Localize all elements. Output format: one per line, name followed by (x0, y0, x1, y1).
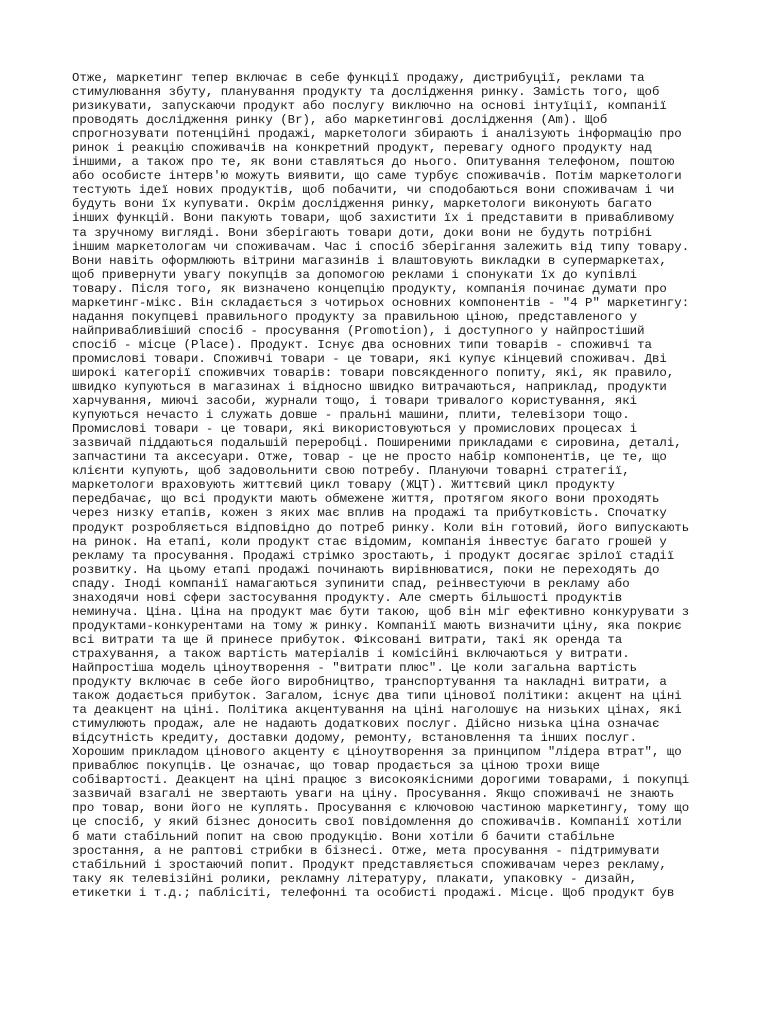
body-text (72, 71, 702, 900)
text-line: іншим маркетологам чи споживачам. Час і спосіб зберігання залежить від типу товару. (72, 239, 690, 254)
text-line: етикетки і т.д.; паблісіті, телефонні та особисті продажі. Місце. Щоб продукт був (72, 885, 675, 900)
text-line: неминуча. Ціна. Ціна на продукт має бути такою, щоб він міг ефективно конкурувати з (72, 604, 690, 619)
text-line: спрогнозувати потенційні продажі, маркетологи збирають і аналізують інформацію про (72, 127, 682, 142)
text-line: знаходячи нові сфери застосування продукту. Але смерть більшості продуктів (72, 590, 623, 605)
text-line: товару. Після того, як визначено концепцію продукту, компанія починає думати про (72, 281, 667, 296)
text-line: клієнти купують, щоб задовольнити свою потребу. Плануючи товарні стратегії, (72, 464, 630, 479)
text-line: щоб привернути увагу покупців за допомогою реклами і спонукати їх до купівлі (72, 267, 638, 282)
text-line: будуть вони їх купувати. Окрім дослідження ринку, маркетологи виконують багато (72, 197, 652, 212)
text-line: також додається прибуток. Загалом, існує два типи цінової політики: акцент на ціні (72, 689, 682, 704)
text-line: стимулюють продаж, але не надають додаткових послуг. Дійсно низька ціна означає (72, 717, 660, 732)
text-line: б мати стабільний попит на свою продукцію. Вони хотіли б бачити стабільне (72, 829, 615, 844)
text-line: інших функцій. Вони пакують товари, щоб захистити їх і представити в привабливому (72, 211, 675, 226)
text-line: зазвичай піддаються подальшій переробці. Поширеними прикладами є сировина, деталі, (72, 436, 682, 451)
text-line: Вони навіть оформлюють вітрини магазинів і влаштовують викладки в супермаркетах, (72, 253, 667, 268)
text-line: маркетологи враховують життєвий цикл товару (ЖЦТ). Життєвий цикл продукту (72, 478, 615, 493)
text-line: собівартості. Деакцент на ціні працює з високоякісними дорогими товарами, і покупці (72, 773, 690, 788)
text-line: розвитку. На цьому етапі продажі починають вирівнюватися, поки не переходять до (72, 562, 660, 577)
text-line: промислові товари. Споживчі товари - це товари, які купує кінцевий споживач. Дві (72, 351, 667, 366)
text-line: рекламу та просування. Продажі стрімко зростають, і продукт досягає зрілої стадії (72, 548, 675, 563)
text-line: спосіб - місце (Place). Продукт. Існує два основних типи товарів - споживчі та (72, 337, 652, 352)
text-line: через низку етапів, кожен з яких має вплив на продажі та прибутковість. Спочатку (72, 506, 667, 521)
text-line: та зручному вигляді. Вони зберігають товари доти, доки вони не будуть потрібні (72, 225, 652, 240)
text-line: продуктами-конкурентами на тому ж ринку. Компанії мають визначити ціну, яка покриє (72, 618, 682, 633)
text-line: зростання, а не раптові стрибки в бізнесі. Отже, мета просування - підтримувати (72, 843, 660, 858)
text-line: Найпростіша модель ціноутворення - "витрати плюс". Це коли загальна вартість (72, 660, 638, 675)
text-line: надання покупцеві правильного продукту за правильною ціною, представленого у (72, 309, 638, 324)
text-line: стабільний і зростаючий попит. Продукт представляється споживачам через рекламу, (72, 857, 667, 872)
text-line: Промислові товари - це товари, які використовуються у промислових процесах і (72, 422, 638, 437)
text-line: запчастини та аксесуари. Отже, товар - це не просто набір компонентів, це те, що (72, 450, 667, 465)
text-line: страхування, а також вартість матеріалів і комісійні включаються у витрати. (72, 646, 630, 661)
text-line: таку як телевізійні ролики, рекламну літературу, плакати, упаковку - дизайн, (72, 871, 638, 886)
text-line: харчування, миючі засоби, журнали тощо, і товари тривалого користування, які (72, 394, 638, 409)
text-line: купуються нечасто і служать довше - пральні машини, плити, телевізори тощо. (72, 408, 630, 423)
text-line: на ринок. На етапі, коли продукт стає відомим, компанія інвестує багато грошей у (72, 534, 667, 549)
text-line: про товар, вони його не куплять. Просування є ключовою частиною маркетингу, тому що (72, 801, 690, 816)
text-line: це спосіб, у який бізнес доносить свої повідомлення до споживачів. Компанії хотіли (72, 815, 682, 830)
text-line: іншими, а також про те, як вони ставляться до нього. Опитування телефоном, поштою (72, 155, 675, 170)
text-line: спаду. Іноді компанії намагаються зупинити спад, реінвестуючи в рекламу або (72, 576, 630, 591)
text-line: Отже, маркетинг тепер включає в себе функції продажу, дистрибуції, реклами та (72, 71, 645, 85)
text-line: широкі категорії споживчих товарів: товари повсякденного попиту, які, як правило, (72, 365, 675, 380)
text-line: найпривабливіший спосіб - просування (Promotion), і доступного у найпростіший (72, 323, 645, 338)
text-line: зазвичай взагалі не звертають уваги на ціну. Просування. Якщо споживачі не знають (72, 787, 675, 802)
text-line: проводять дослідження ринку (Br), або маркетингові дослідження (Am). Щоб (72, 113, 608, 128)
text-line: передбачає, що всі продукти мають обмежене життя, протягом якого вони проходять (72, 492, 660, 507)
text-line: приваблює покупців. Це означає, що товар продається за ціною трохи вище (72, 759, 600, 774)
text-line: ринок і реакцію споживачів на конкретний продукт, перевагу одного продукту над (72, 141, 652, 156)
text-line: відсутність кредиту, доставки додому, ремонту, встановлення та інших послуг. (72, 731, 638, 746)
text-line: та деакцент на ціні. Політика акцентування на ціні наголошує на низьких цінах, які (72, 703, 682, 718)
text-line: швидко купуються в магазинах і відносно швидко витрачаються, наприклад, продукти (72, 380, 667, 395)
text-line: або особисте інтерв'ю можуть виявити, що саме турбує споживачів. Потім маркетологи (72, 169, 682, 184)
text-line: ризикувати, запускаючи продукт або послугу виключно на основі інтуїції, компанії (72, 99, 667, 114)
text-line: Хорошим прикладом цінового акценту є ціноутворення за принципом "лідера втрат", що (72, 745, 682, 760)
text-line: стимулювання збуту, планування продукту та дослідження ринку. Замість того, щоб (72, 85, 660, 100)
text-line: маркетинг-мікс. Він складається з чотирьох основних компонентів - "4 Р" маркетингу: (72, 295, 690, 310)
text-line: всі витрати та ще й принесе прибуток. Фіксовані витрати, такі як оренда та (72, 632, 623, 647)
text-line: продукт розробляється відповідно до потреб ринку. Коли він готовий, його випускають (72, 520, 690, 535)
text-line: тестують ідеї нових продуктів, щоб побачити, чи сподобаються вони споживачам і чи (72, 183, 675, 198)
text-line: продукту включає в себе його виробництво, транспортування та накладні витрати, а (72, 675, 667, 690)
